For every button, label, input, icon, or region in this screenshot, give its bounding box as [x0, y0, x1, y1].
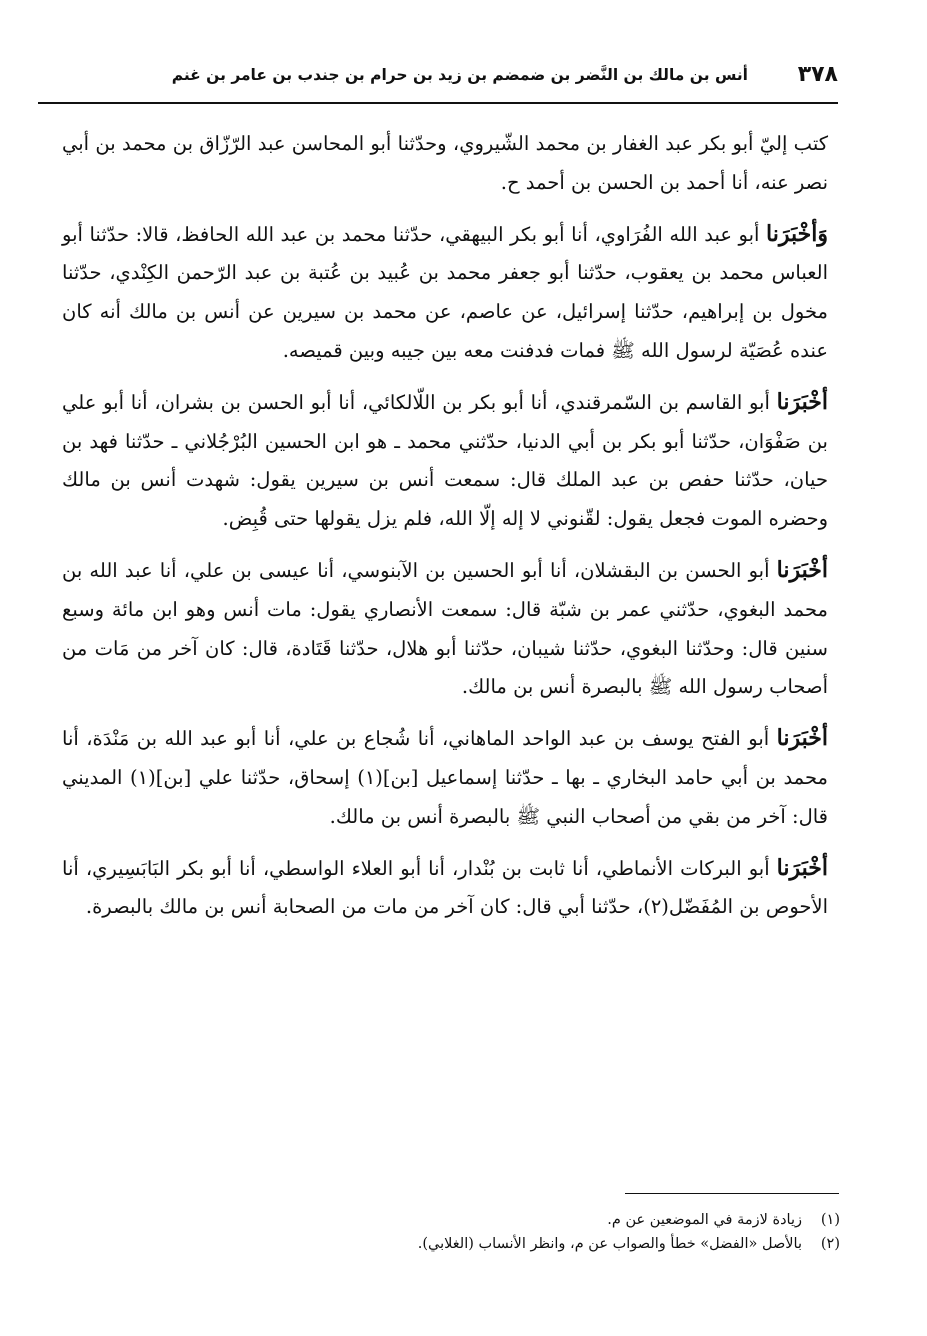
footnote-text: زيادة لازمة في الموضعين عن م. [607, 1212, 802, 1228]
paragraph-lead-word: وَأخْبَرَنا [766, 220, 828, 247]
paragraph-text: أبو عبد الله الفُرَاوي، أنا أبو بكر البيهقي، حدّثنا محمد بن عبد الله الحافظ، قالا: حدّثنا أبو العباس محمد بن يعقوب، حدّثنا أبو جعفر محمد بن عُبيد بن عُتبة بن عبد الرّحمن الكِنْدي، حدّثنا مخول بن إبراهيم، حدّثنا إسرائيل، عن عاصم، عن محمد بن سيرين عن أنس بن مالك أنه كان عنده عُصَيّة لرسول الله ﷺ فمات فدفنت معه بين جيبه وبين قميصه. [62, 222, 828, 362]
paragraph-text: أبو القاسم بن السّمرقندي، أنا أبو بكر بن اللّالكائي، أنا أبو الحسن بن بشران، أنا أبو علي بن صَفْوَان، حدّثنا أبو بكر بن أبي الدنيا، حدّثني محمد ـ هو ابن الحسين البُرْجُلاني ـ حدّثنا فهد بن حيان، حدّثنا حفص بن عبد الملك قال: سمعت أنس بن سيرين يقول: شهدت أنس بن مالك وحضره الموت فجعل يقول: لقّنوني لا إله إلّا الله، فلم يزل يقولها حتى قُبِض. [62, 390, 828, 531]
footnote-2 [300, 1232, 840, 1256]
paragraph-lead-word: أخْبَرَنا [776, 854, 828, 881]
footnote-divider [625, 1193, 839, 1194]
footnotes [300, 1208, 840, 1256]
paragraph-text: أبو البركات الأنماطي، أنا ثابت بن بُنْدار، أنا أبو العلاء الواسطي، أنا أبو بكر البَابَسِيري، أنا الأحوص بن المُفَضّل(٢)، حدّثنا أبي قال: كان آخر من مات من الصحابة أنس بن مالك بالبصرة. [62, 856, 828, 919]
paragraph-text: أبو الفتح يوسف بن عبد الواحد الماهاني، أنا شُجاع بن علي، أنا أبو عبد الله بن مَنْدَة، أنا محمد بن أبي حامد البخاري ـ بها ـ حدّثنا إسماعيل [بن](١) إسحاق، حدّثنا علي [بن](١) المديني قال: آخر من بقي من أصحاب النبي ﷺ بالبصرة أنس بن مالك. [62, 727, 828, 828]
main-text [62, 125, 828, 939]
footnote-number: (١) [820, 1212, 840, 1228]
paragraph-lead-word: أخْبَرَنا [776, 725, 828, 752]
running-title: أنس بن مالك بن النَّضر بن ضمضم بن زيد بن حرام بن جندب بن عامر بن غنم [171, 66, 748, 84]
paragraph-lead-word: أخْبَرَنا [776, 556, 828, 583]
paragraph-6 [62, 849, 828, 928]
paragraph-3 [62, 383, 828, 539]
footnote-number: (٢) [820, 1236, 840, 1252]
paragraph-5 [62, 719, 828, 836]
paragraph-1 [62, 125, 828, 203]
paragraph-4 [62, 551, 828, 707]
paragraph-2 [62, 215, 828, 371]
paragraph-text: كتب إليّ أبو بكر عبد الغفار بن محمد الشّيروي، وحدّثنا أبو المحاسن عبد الرّزّاق بن محمد بن أبي نصر عنه، أنا أحمد بن الحسن بن أحمد ح. [62, 132, 828, 194]
footnote-text: بالأصل «الفضل» خطأ والصواب عن م، وانظر الأنساب (الغلابي). [417, 1236, 802, 1252]
paragraph-lead-word: أخْبَرَنا [776, 388, 828, 415]
footnote-1 [300, 1208, 840, 1232]
page-number: ٣٧٨ [797, 62, 838, 87]
page-header [38, 56, 838, 104]
paragraph-text: أبو الحسن بن البقشلان، أنا أبو الحسين بن الآبنوسي، أنا عيسى بن علي، أنا عبد الله بن محمد البغوي، حدّثني عمر بن شبّة قال: سمعت الأنصاري يقول: مات أنس وهو ابن مائة وسبع سنين قال: وحدّثنا البغوي، حدّثنا شيبان، حدّثنا أبو هلال، حدّثنا قَتَادة، قال: كان آخر من مَات من أصحاب رسول الله ﷺ بالبصرة أنس بن مالك. [62, 558, 828, 699]
